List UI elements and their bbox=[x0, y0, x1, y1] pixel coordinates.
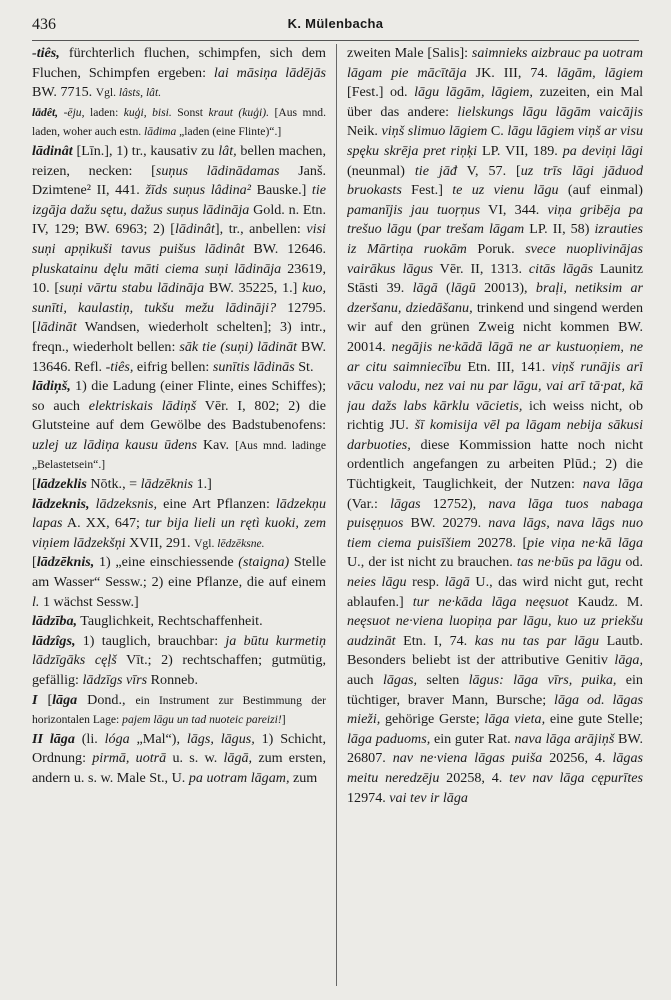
dictionary-entry: lādêt, -ēju, laden: kuģi, bisi. Sonst kraut (kuģi). [Aus mnd. laden, woher auch estn. lādima „laden (eine Flinte)“.] bbox=[32, 105, 326, 139]
dictionary-entry: I [lāga Dond., ein Instrument zur Bestimmung der horizontalen Lage: pajem lāgu un tad nuoteic pareizi!] bbox=[32, 691, 326, 727]
column-divider bbox=[336, 44, 337, 986]
running-title: K. Mülenbacha bbox=[287, 16, 384, 31]
page-header bbox=[32, 16, 639, 41]
dictionary-entry: -tiês, fürchterlich fluchen, schimpfen, sich dem Fluchen, Schimpfen ergeben: lai māsiņa lādējās BW. 7715. Vgl. lâsts, lât. bbox=[32, 45, 326, 101]
dictionary-entry: lādzība, Tauglichkeit, Rechtschaffenheit. bbox=[32, 613, 263, 630]
dictionary-entry: lādzîgs, 1) tauglich, brauchbar: ja būtu kurmetiņ lādzīgāks cęļš Vīt.; 2) rechtschaffen; gutmütig, gefällig: lādzīgs vīrs Ronneb. bbox=[32, 632, 326, 688]
dictionary-entry: [lādzēknis, 1) „eine einschiessende (staigna) Stelle am Wasser“ Sessw.; 2) eine Pflanze, die auf einem l. 1 wächst Sessw.] bbox=[32, 554, 326, 610]
dictionary-entry: II lāga (li. lóga „Mal“), lāgs, lāgus, 1) Schicht, Ordnung: pirmā, uotrā u. s. w. lāgā, zum ersten, andern u. s. w. Male St., U. pa uotram lāgam, zum bbox=[32, 730, 326, 786]
right-column bbox=[347, 44, 643, 990]
page-number: 436 bbox=[32, 16, 56, 33]
dictionary-entry: lādzeknis, lādzeksnis, eine Art Pflanzen: lādzekņu lapas A. XX, 647; tur bija lieli un rętì kuoki, zem viņiem lādzekšņi XVII, 291. Vgl. lēdzēksne. bbox=[32, 495, 326, 551]
left-column bbox=[32, 44, 326, 990]
dictionary-entry: lādinât [Līn.], 1) tr., kausativ zu lât, bellen machen, reizen, necken: [suņus lādinādamas Janš. Dzimtene² II, 441. žīds suņus lâdina² Bauske.] tie izgāja dažu sętu, dažus suņus lādināja Gold. n. Etn. IV, 129; BW. 6963; 2) [lādinât], tr., anbellen: visi suņi apņikuši tavus puišus lādinât BW. 12646. pluskatainu dęlu māti ciema suņi lādināja 23619, 10. [suņi vārtu stabu lādināja BW. 35225, 1.] kuo, sunīti, kaulastiņ, tukšu mežu lādināji? 12795. [lādināt Wandsen, wiederholt schelten]; 3) intr., freqn., wiederholt bellen: sāk tie (suņi) lādināt BW. 13646. Refl. -tiês, eifrig bellen: sunītis lādinās St. bbox=[32, 142, 326, 375]
dictionary-entry: lādiņš, 1) die Ladung (einer Flinte, eines Schiffes); so auch elektriskais lādiņš Vēr. I, 802; 2) die Glutsteine auf dem Gewölbe des Badstubenofens: uzlej uz lādiņa kausu ūdens Kav. [Aus mnd. ladinge „Belastetsein“.] bbox=[32, 378, 326, 472]
dictionary-entry: [lādzeklis Nōtk., = lādzēknis 1.] bbox=[32, 476, 212, 493]
dictionary-entry: zweiten Male [Salis]: saimnieks aizbrauc pa uotram lāgam pie mācītāja JK. III, 74. lāgām, lāgiem [Fest.] od. lāgu lāgām, lāgiem, zuzeiten, ein Mal über das andere: lielskungs lāgu lāgām vaicājis Neik. viņš slimuo lāgiem C. lāgu lāgiem viņš ar visu spęku skrēja pret riņķi LP. VII, 189. pa deviņi lāgi (neunmal) tie jāđ V, 57. [uz trīs lāgi jāduod bruokasts Fest.] te uz vienu lāgu (auf einmal) pamanījis jau tuoŗņus VI, 344. viņa gribēja pa trešuo lāgu (par trešam lāgam LP. II, 58) izrauties iz Mārtiņa ruokām Poruk. svece nuoplivinājas vairākus lāgus Vēr. II, 1313. citās lāgās Launitz Stāsti 39. lāgā (lāgū 20013), braļi, netiksim ar dzeršanu, dziedāšanu, trinkend und singend werden wir auf den grünen Zweig nicht kommen BW. 20014. negājis ne·kādā lāgā ne ar kustuoņiem, ne ar citu saimniecību Etn. III, 141. viņš runājis arī vācu valodu, nez vai nu par lāgu, vai arī tā·pat, kā jau dažs labs kārklu vācietis, ich weiss nicht, ob richtig JU. šī komisija vēl pa lāgam nebija sākusi darbuoties, diese Kommission hatte noch nicht ordentlich angefangen zu arbeiten Plūd.; 2) die Tüchtigkeit, Tauglichkeit, der Nutzen: nava lāga (Var.: lāgas 12752), nava lāga tuos nabaga puisęņuos BW. 20279. nava lāgs, nava lāgs nuo tiem ciema puisīšiem 20278. [pie viņa ne·kā lāga U., der ist nicht zu brauchen. tas ne·būs pa lāgu od. neies lāgu resp. lāgā U., das wird nicht gut, recht ablaufen.] tur ne·kāda lāga neęsuot Kaudz. M. neęsuot ne·viena luopiņa par lāgu, kuo uz priekšu audzināt Etn. I, 74. kas nu tas par lāgu Lautb. Besonders beliebt ist der attributive Genitiv lāga, auch lāgas, selten lāgus: lāga vīrs, puika, ein tüchtiger, braver Mann, Bursche; lāga od. lāgas mieži, gehörige Gerste; lāga vieta, eine gute Stelle; lāga paduoms, ein guter Rat. nava lāga arājiņš BW. 26807. nav ne·viena lāgas puiša 20256, 4. lāgas meitu neredzēju 20258, 4. tev nav lāga cępurītes 12974. vai tev ir lāga bbox=[347, 45, 643, 806]
